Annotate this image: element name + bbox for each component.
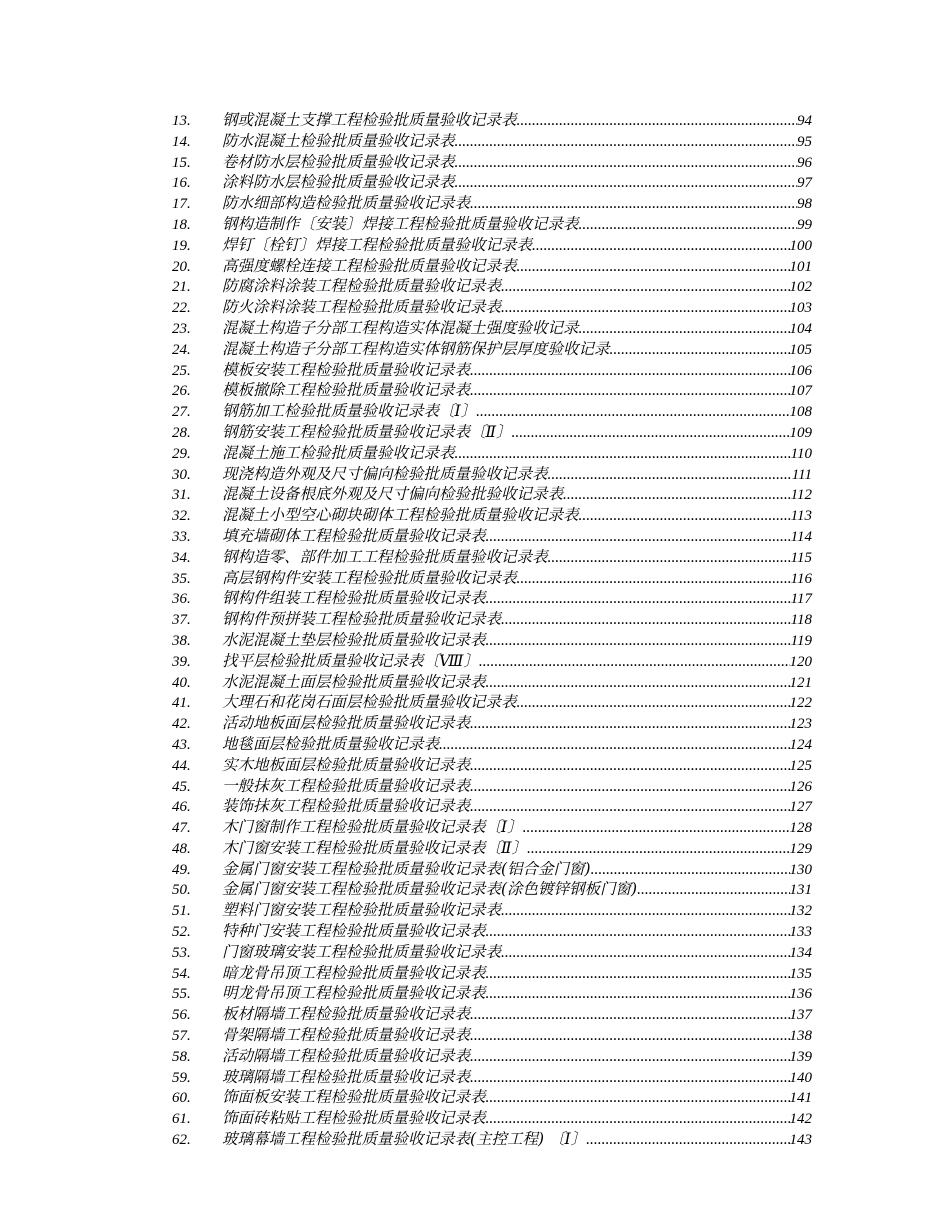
toc-entry[interactable] — [172, 1046, 812, 1067]
toc-dot-leader — [579, 215, 797, 236]
toc-entry-title: 活动地板面层检验批质量验收记录表 — [222, 714, 471, 733]
toc-entry-page-number: 134 — [789, 944, 812, 961]
toc-entry-page-number: 97 — [797, 175, 812, 192]
toc-entry-page-number: 143 — [789, 1132, 812, 1149]
toc-entry-title: 水泥混凝土面层检验批质量验收记录表 — [222, 672, 486, 691]
toc-entry[interactable] — [172, 152, 812, 173]
toc-entry-title: 高层钢构件安装工程检验批质量验收记录表 — [222, 568, 517, 587]
toc-entry[interactable] — [172, 318, 812, 339]
toc-entry-page-number: 112 — [790, 487, 812, 504]
toc-entry-title: 防腐涂料涂装工程检验批质量验收记录表 — [222, 277, 502, 296]
toc-entry-number: 53. — [172, 944, 191, 961]
toc-entry-number: 13. — [172, 113, 191, 129]
toc-entry-title: 水泥混凝土垫层检验批质量验收记录表 — [222, 630, 486, 649]
toc-entry-number: 51. — [172, 903, 191, 920]
toc-dot-leader — [527, 839, 789, 860]
toc-dot-leader — [470, 1026, 789, 1047]
toc-entry[interactable] — [172, 983, 812, 1004]
toc-entry-title: 装饰抹灰工程检验批质量验收记录表 — [222, 797, 471, 816]
toc-entry-title: 地毯面层检验批质量验收记录表 — [222, 734, 440, 753]
toc-entry[interactable] — [172, 859, 812, 880]
toc-entry-page-number: 96 — [797, 154, 812, 171]
toc-entry[interactable] — [172, 297, 812, 318]
toc-entry-number: 49. — [172, 861, 191, 878]
toc-entry-number: 15. — [172, 154, 191, 171]
toc-entry[interactable] — [172, 484, 812, 505]
toc-entry-number: 20. — [172, 258, 191, 275]
toc-entry-title: 钢构造制作〔安装〕焊接工程检验批质量验收记录表 — [222, 214, 579, 233]
toc-entry-page-number: 118 — [790, 612, 812, 629]
toc-entry[interactable] — [172, 838, 812, 859]
toc-dot-leader — [470, 797, 789, 818]
toc-entry-title: 钢构件预拼装工程检验批质量验收记录表 — [222, 610, 502, 629]
toc-entry-number: 19. — [172, 237, 191, 254]
toc-dot-leader — [486, 922, 790, 943]
toc-entry-number: 25. — [172, 362, 191, 379]
toc-entry-number: 54. — [172, 965, 191, 982]
toc-entry-title: 骨架隔墙工程检验批质量验收记录表 — [222, 1026, 471, 1045]
toc-entry[interactable] — [172, 900, 812, 921]
toc-dot-leader — [470, 714, 789, 735]
toc-entry[interactable] — [172, 443, 812, 464]
toc-entry-title: 防火涂料涂装工程检验批质量验收记录表 — [222, 298, 502, 317]
toc-entry-title: 模板安装工程检验批质量验收记录表 — [222, 360, 471, 379]
toc-entry-page-number: 125 — [789, 757, 812, 774]
toc-dot-leader — [586, 1130, 789, 1151]
toc-dot-leader — [476, 402, 789, 423]
toc-entry-title: 混凝土施工检验批质量验收记录表 — [222, 443, 455, 462]
toc-entry[interactable] — [172, 1129, 812, 1150]
toc-entry-page-number: 94 — [797, 113, 812, 129]
toc-entry-title: 混凝土设备根底外观及尺寸偏向检验批验收记录表 — [222, 485, 564, 504]
toc-entry-title: 防水细部构造检验批质量验收记录表 — [222, 194, 471, 213]
toc-entry-page-number: 138 — [789, 1028, 812, 1045]
toc-entry-number: 26. — [172, 383, 191, 400]
toc-entry[interactable] — [172, 1004, 812, 1025]
toc-entry-number: 48. — [172, 840, 191, 857]
toc-entry-title: 饰面砖粘贴工程检验批质量验收记录表 — [222, 1109, 486, 1128]
toc-entry[interactable] — [172, 776, 812, 797]
toc-dot-leader — [486, 631, 791, 652]
toc-entry-page-number: 110 — [790, 445, 812, 462]
toc-entry-page-number: 107 — [789, 383, 812, 400]
toc-entry[interactable] — [172, 568, 812, 589]
toc-entry-title: 大理石和花岗石面层检验批质量验收记录表 — [222, 693, 517, 712]
toc-entry[interactable] — [172, 963, 812, 984]
toc-entry-number: 62. — [172, 1132, 191, 1149]
toc-entry-number: 37. — [172, 612, 191, 629]
toc-entry-page-number: 117 — [790, 591, 812, 608]
toc-entry[interactable] — [172, 713, 812, 734]
toc-entry-page-number: 126 — [789, 778, 812, 795]
toc-entry-page-number: 129 — [789, 840, 812, 857]
toc-entry-number: 61. — [172, 1111, 191, 1128]
toc-entry-title: 玻璃幕墙工程检验批质量验收记录表(主控工程) 〔Ⅰ〕 — [222, 1130, 587, 1149]
toc-entry-title: 金属门窗安装工程检验批质量验收记录表(铝合金门窗) — [222, 859, 591, 878]
toc-entry-page-number: 101 — [789, 258, 812, 275]
toc-entry-number: 21. — [172, 279, 191, 296]
toc-entry-page-number: 121 — [789, 674, 812, 691]
toc-entry-title: 模板撤除工程检验批质量验收记录表 — [222, 381, 471, 400]
toc-entry-number: 52. — [172, 924, 191, 941]
toc-dot-leader — [455, 444, 791, 465]
toc-entry-title: 门窗玻璃安装工程检验批质量验收记录表 — [222, 942, 502, 961]
toc-entry-title: 现浇构造外观及尺寸偏向检验批质量验收记录表 — [222, 464, 548, 483]
toc-entry-number: 58. — [172, 1048, 191, 1065]
toc-entry[interactable] — [172, 401, 812, 422]
toc-dot-leader — [610, 340, 790, 361]
toc-entry-number: 30. — [172, 466, 191, 483]
toc-entry-page-number: 128 — [789, 820, 812, 837]
toc-entry-page-number: 99 — [797, 216, 812, 233]
toc-entry-page-number: 105 — [789, 341, 812, 358]
toc-entry-number: 43. — [172, 736, 191, 753]
toc-entry[interactable] — [172, 588, 812, 609]
toc-dot-leader — [486, 1109, 790, 1130]
toc-entry[interactable] — [172, 110, 812, 131]
toc-entry-title: 特种门安装工程检验批质量验收记录表 — [222, 922, 486, 941]
toc-entry-number: 27. — [172, 404, 191, 421]
toc-entry-page-number: 131 — [789, 882, 812, 899]
toc-dot-leader — [532, 236, 789, 257]
toc-entry[interactable] — [172, 172, 812, 193]
toc-entry-number: 38. — [172, 632, 191, 649]
toc-entry-page-number: 106 — [789, 362, 812, 379]
toc-entry-number: 18. — [172, 216, 191, 233]
toc-dot-leader — [486, 589, 791, 610]
toc-entry[interactable] — [172, 796, 812, 817]
toc-entry-title: 混凝土小型空心砌块砌体工程检验批质量验收记录表 — [222, 506, 579, 525]
toc-entry-page-number: 104 — [789, 320, 812, 337]
toc-entry-page-number: 108 — [789, 404, 812, 421]
toc-entry-page-number: 122 — [789, 695, 812, 712]
toc-dot-leader — [637, 880, 789, 901]
toc-entry-number: 59. — [172, 1069, 191, 1086]
toc-entry-page-number: 124 — [789, 736, 812, 753]
toc-entry-title: 板材隔墙工程检验批质量验收记录表 — [222, 1005, 471, 1024]
toc-dot-leader — [486, 673, 790, 694]
toc-entry-page-number: 116 — [790, 570, 812, 587]
toc-dot-leader — [579, 319, 790, 340]
toc-entry-title: 明龙骨吊顶工程检验批质量验收记录表 — [222, 984, 486, 1003]
toc-dot-leader — [579, 506, 791, 527]
toc-dot-leader — [563, 485, 791, 506]
toc-entry-title: 卷材防水层检验批质量验收记录表 — [222, 152, 455, 171]
toc-dot-leader — [455, 173, 797, 194]
toc-entry-number: 34. — [172, 549, 191, 566]
toc-entry-number: 39. — [172, 653, 191, 670]
toc-entry[interactable] — [172, 464, 812, 485]
toc-entry-title: 防水混凝土检验批质量验收记录表 — [222, 131, 455, 150]
toc-entry-page-number: 140 — [789, 1069, 812, 1086]
toc-entry[interactable] — [172, 131, 812, 152]
toc-dot-leader — [470, 1005, 789, 1026]
toc-entry-page-number: 109 — [789, 424, 812, 441]
toc-entry-page-number: 141 — [789, 1090, 812, 1107]
toc-entry-page-number: 114 — [790, 528, 812, 545]
toc-entry-title: 找平层检验批质量验收记录表〔Ⅷ〕 — [222, 651, 479, 670]
toc-entry-title: 一般抹灰工程检验批质量验收记录表 — [222, 776, 471, 795]
toc-entry-number: 40. — [172, 674, 191, 691]
toc-dot-leader — [512, 423, 790, 444]
toc-entry[interactable] — [172, 422, 812, 443]
toc-entry-title: 金属门窗安装工程检验批质量验收记录表(涂色镀锌钢板门窗) — [222, 880, 638, 899]
toc-entry-page-number: 123 — [789, 716, 812, 733]
toc-entry-number: 24. — [172, 341, 191, 358]
toc-dot-leader — [455, 153, 797, 174]
toc-entry[interactable] — [172, 734, 812, 755]
toc-entry-page-number: 115 — [790, 549, 812, 566]
toc-entry[interactable] — [172, 1025, 812, 1046]
toc-entry-number: 46. — [172, 799, 191, 816]
toc-entry[interactable] — [172, 235, 812, 256]
toc-entry[interactable] — [172, 276, 812, 297]
toc-entry-number: 44. — [172, 757, 191, 774]
toc-entry[interactable] — [172, 817, 812, 838]
toc-dot-leader — [479, 652, 790, 673]
toc-entry-number: 23. — [172, 320, 191, 337]
toc-entry-title: 木门窗制作工程检验批质量验收记录表〔Ⅰ〕 — [222, 818, 523, 837]
toc-entry[interactable] — [172, 651, 812, 672]
toc-dot-leader — [501, 277, 789, 298]
toc-entry-title: 钢筋加工检验批质量验收记录表〔Ⅰ〕 — [222, 402, 477, 421]
toc-entry-title: 焊钉〔栓钉〕焊接工程检验批质量验收记录表 — [222, 235, 533, 254]
toc-dot-leader — [470, 361, 789, 382]
toc-dot-leader — [470, 1047, 789, 1068]
toc-entry-title: 钢构件组装工程检验批质量验收记录表 — [222, 589, 486, 608]
toc-entry-number: 31. — [172, 487, 191, 504]
toc-entry-number: 35. — [172, 570, 191, 587]
toc-entry-number: 41. — [172, 695, 191, 712]
toc-entry[interactable] — [172, 609, 812, 630]
toc-entry[interactable] — [172, 1067, 812, 1088]
toc-entry-page-number: 100 — [789, 237, 812, 254]
toc-entry-page-number: 132 — [789, 903, 812, 920]
toc-entry-title: 钢构造零、部件加工工程检验批质量验收记录表 — [222, 547, 548, 566]
toc-dot-leader — [501, 901, 789, 922]
toc-entry-title: 混凝土构造子分部工程构造实体钢筋保护层厚度验收记录 — [222, 339, 610, 358]
toc-dot-leader — [470, 777, 789, 798]
toc-entry[interactable] — [172, 193, 812, 214]
toc-dot-leader — [517, 569, 791, 590]
toc-entry-page-number: 111 — [791, 466, 812, 483]
toc-entry-title: 饰面板安装工程检验批质量验收记录表 — [222, 1088, 486, 1107]
toc-entry[interactable] — [172, 672, 812, 693]
toc-entry-title: 暗龙骨吊顶工程检验批质量验收记录表 — [222, 963, 486, 982]
toc-entry-number: 16. — [172, 175, 191, 192]
table-of-contents — [172, 110, 812, 1150]
toc-entry[interactable] — [172, 1087, 812, 1108]
toc-dot-leader — [523, 818, 790, 839]
toc-entry[interactable] — [172, 256, 812, 277]
toc-entry-title: 活动隔墙工程检验批质量验收记录表 — [222, 1046, 471, 1065]
toc-entry[interactable] — [172, 921, 812, 942]
toc-entry-number: 50. — [172, 882, 191, 899]
toc-entry-page-number: 103 — [789, 300, 812, 317]
toc-entry-number: 36. — [172, 591, 191, 608]
toc-entry-number: 32. — [172, 508, 191, 525]
toc-entry-number: 28. — [172, 424, 191, 441]
toc-entry-number: 57. — [172, 1028, 191, 1045]
toc-entry-title: 木门窗安装工程检验批质量验收记录表〔Ⅱ〕 — [222, 838, 528, 857]
toc-entry-number: 47. — [172, 820, 191, 837]
toc-entry-page-number: 139 — [789, 1048, 812, 1065]
toc-entry[interactable] — [172, 879, 812, 900]
toc-entry-title: 钢或混凝土支撑工程检验批质量验收记录表 — [222, 111, 517, 129]
toc-entry-page-number: 142 — [789, 1111, 812, 1128]
toc-entry-page-number: 119 — [790, 632, 812, 649]
toc-dot-leader — [517, 693, 790, 714]
toc-entry-page-number: 137 — [789, 1007, 812, 1024]
toc-entry-page-number: 120 — [789, 653, 812, 670]
toc-entry[interactable] — [172, 755, 812, 776]
toc-entry-number: 14. — [172, 133, 191, 150]
toc-entry-page-number: 136 — [789, 986, 812, 1003]
toc-dot-leader — [486, 964, 790, 985]
toc-entry-title: 塑料门窗安装工程检验批质量验收记录表 — [222, 901, 502, 920]
toc-entry[interactable] — [172, 339, 812, 360]
toc-entry[interactable] — [172, 214, 812, 235]
toc-dot-leader — [517, 257, 790, 278]
toc-entry-number: 45. — [172, 778, 191, 795]
toc-entry-number: 22. — [172, 300, 191, 317]
toc-dot-leader — [486, 527, 791, 548]
toc-dot-leader — [501, 943, 789, 964]
toc-entry-page-number: 113 — [790, 508, 812, 525]
toc-entry[interactable] — [172, 380, 812, 401]
toc-entry-page-number: 130 — [789, 861, 812, 878]
toc-dot-leader — [548, 548, 791, 569]
toc-entry-title: 高强度螺栓连接工程检验批质量验收记录表 — [222, 256, 517, 275]
toc-entry-page-number: 133 — [789, 924, 812, 941]
toc-dot-leader — [548, 465, 792, 486]
toc-entry-page-number: 98 — [797, 196, 812, 213]
toc-entry[interactable] — [172, 630, 812, 651]
toc-entry-number: 42. — [172, 716, 191, 733]
toc-dot-leader — [517, 111, 797, 132]
toc-entry-title: 混凝土构造子分部工程构造实体混凝土强度验收记录 — [222, 318, 579, 337]
toc-entry-title: 钢筋安装工程检验批质量验收记录表〔Ⅱ〕 — [222, 422, 512, 441]
toc-entry-page-number: 95 — [797, 133, 812, 150]
toc-dot-leader — [455, 132, 797, 153]
toc-entry-number: 17. — [172, 196, 191, 213]
toc-entry-number: 33. — [172, 528, 191, 545]
toc-dot-leader — [470, 756, 789, 777]
toc-entry-number: 29. — [172, 445, 191, 462]
toc-entry[interactable] — [172, 942, 812, 963]
toc-entry[interactable] — [172, 547, 812, 568]
toc-entry[interactable] — [172, 1108, 812, 1129]
toc-dot-leader — [486, 1088, 790, 1109]
toc-entry[interactable] — [172, 505, 812, 526]
toc-dot-leader — [470, 381, 789, 402]
toc-entry-title: 填充墙砌体工程检验批质量验收记录表 — [222, 526, 486, 545]
toc-entry-title: 实木地板面层检验批质量验收记录表 — [222, 755, 471, 774]
toc-dot-leader — [501, 298, 789, 319]
toc-entry-title: 玻璃隔墙工程检验批质量验收记录表 — [222, 1067, 471, 1086]
toc-dot-leader — [501, 610, 791, 631]
toc-entry-number: 56. — [172, 1007, 191, 1024]
toc-entry[interactable] — [172, 360, 812, 381]
toc-dot-leader — [591, 860, 790, 881]
toc-entry[interactable] — [172, 692, 812, 713]
toc-dot-leader — [486, 984, 790, 1005]
toc-dot-leader — [439, 735, 789, 756]
toc-dot-leader — [470, 1068, 789, 1089]
toc-entry-number: 55. — [172, 986, 191, 1003]
toc-entry-number: 60. — [172, 1090, 191, 1107]
toc-entry-title: 涂料防水层检验批质量验收记录表 — [222, 173, 455, 192]
toc-entry-page-number: 102 — [789, 279, 812, 296]
toc-entry-page-number: 127 — [789, 799, 812, 816]
toc-dot-leader — [470, 194, 797, 215]
toc-entry[interactable] — [172, 526, 812, 547]
toc-entry-page-number: 135 — [789, 965, 812, 982]
